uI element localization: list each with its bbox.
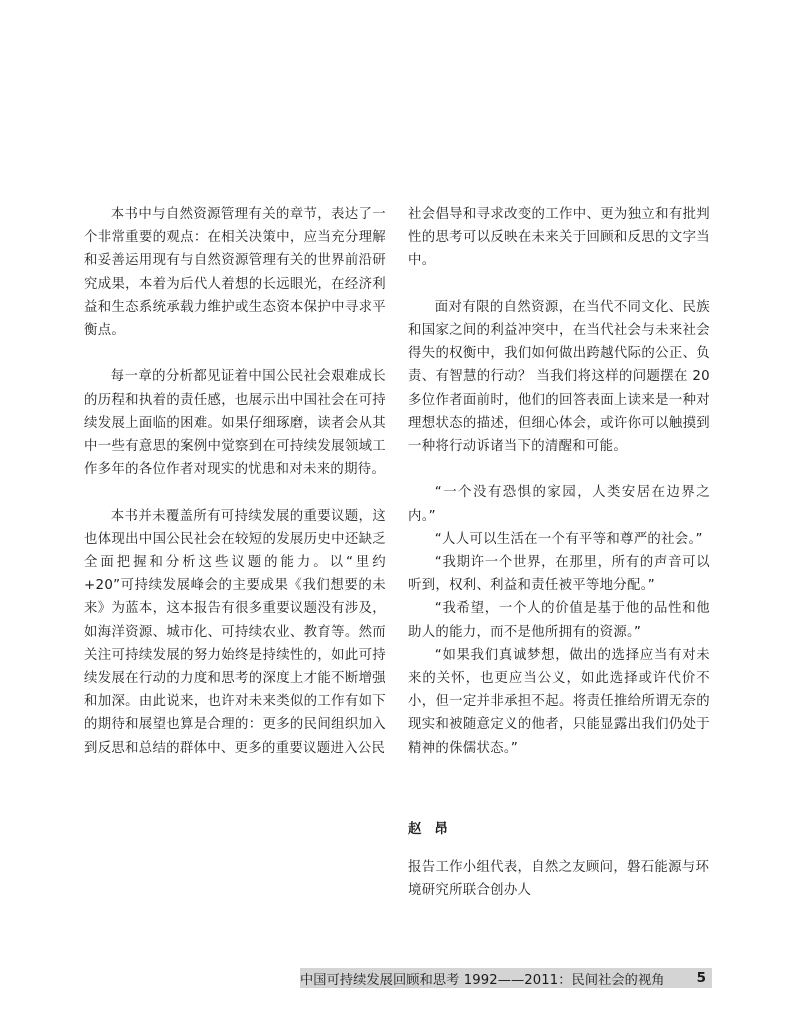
left-column xyxy=(84,203,386,760)
page-footer xyxy=(300,968,712,988)
right-column xyxy=(408,203,710,760)
footer-book-title: 中国可持续发展回顾和思考 1992——2011：民间社会的视角 xyxy=(300,972,665,988)
quotes-list xyxy=(408,481,710,759)
page-number: 5 xyxy=(696,970,706,986)
quote-item: “一个没有恐惧的家园，人类安居在边界之内。” xyxy=(408,485,710,524)
author-name: 赵 昂 xyxy=(408,821,452,837)
paragraph-chapter-analysis: 每一章的分析都见证着中国公民社会艰难成长的历程和执着的责任感，也展示出中国社会在可持续发展上面临的困难。如果仔细琢磨，读者会从其中一些有意思的案例中觉察到在可持续发展领域工作多年的各位作者对现实的忧患和对未来的期待。 xyxy=(84,369,386,478)
quote-item: “如果我们真诚梦想，做出的选择应当有对未来的关怀，也更应当公义，如此选择或许代价不小，但一定并非承担不起。将责任推给所谓无奈的现实和被随意定义的他者，只能显露出我们仍处于精神的侏儒状态。” xyxy=(408,647,710,756)
paragraph-natural-resources: 本书中与自然资源管理有关的章节，表达了一个非常重要的观点：在相关决策中，应当充分理解和妥善运用现有与自然资源管理有关的世界前沿研究成果，本着为后代人着想的长远眼光，在经济利益和生态系统承载力维护或生态资本保护中寻求平衡点。 xyxy=(84,207,386,339)
paragraph-continuation: 社会倡导和寻求改变的工作中、更为独立和有批判性的思考可以反映在未来关于回顾和反思的文字当中。 xyxy=(408,207,710,269)
paragraph-book-coverage: 本书并未覆盖所有可持续发展的重要议题，这也体现出中国公民社会在较短的发展历史中还缺乏全面把握和分析这些议题的能力。以“里约+20”可持续发展峰会的主要成果《我们想要的未来》为蓝本，这本报告有很多重要议题没有涉及，如海洋资源、城市化、可持续农业、教育等。然而关注可持续发展的努力始终是持续性的，如此可持续发展在行动的力度和思考的深度上才能不断增强和加深。由此说来，也许对未来类似的工作有如下的期待和展望也算是合理的：更多的民间组织加入到反思和总结的群体中、更多的重要议题进入公民 xyxy=(84,508,386,756)
quote-item: “人人可以生活在一个有平等和尊严的社会。” xyxy=(434,531,703,547)
quote-item: “我希望，一个人的价值是基于他的品性和他助人的能力，而不是他所拥有的资源。” xyxy=(408,601,710,640)
author-bio: 报告工作小组代表，自然之友顾问，磐石能源与环境研究所联合创办人 xyxy=(408,860,710,899)
quote-item: “我期许一个世界，在那里，所有的声音可以听到，权利、利益和责任被平等地分配。” xyxy=(408,555,710,594)
paragraph-limited-resources: 面对有限的自然资源，在当代不同文化、民族和国家之间的利益冲突中，在当代社会与未来社会得失的权衡中，我们如何做出跨越代际的公正、负责、有智慧的行动？ 当我们将这样的问题摆在 20 多位作者面前时，他们的回答表面上读来是一种对理想状态的描述，但细心体会，或许你可以触摸到一种将行动诉诸当下的清醒和可能。 xyxy=(408,299,710,455)
